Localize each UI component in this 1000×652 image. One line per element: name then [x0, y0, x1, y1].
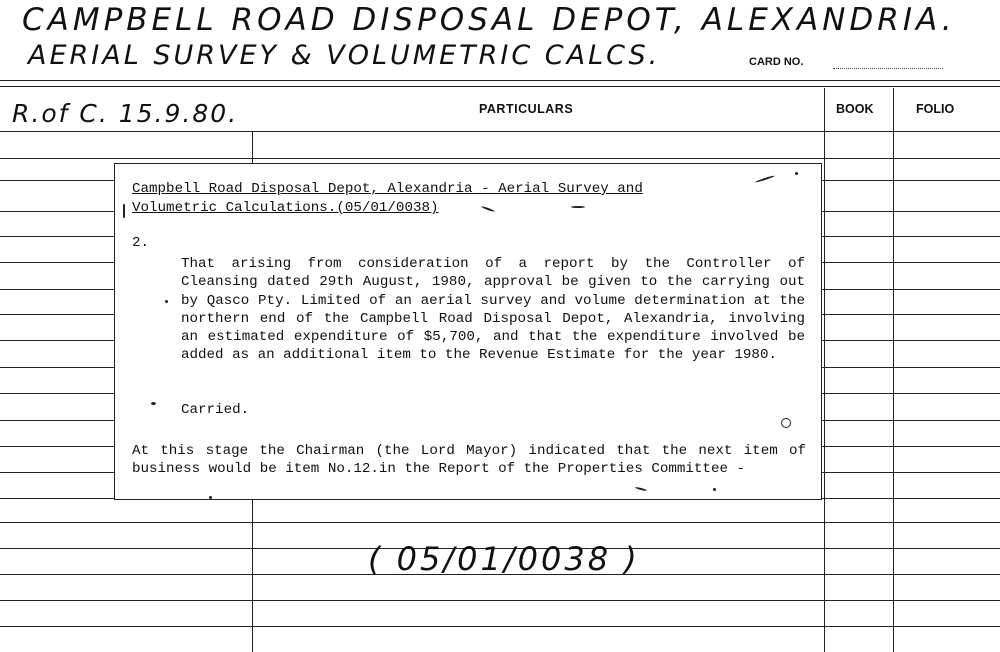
ink-speck — [165, 300, 168, 303]
ink-speck — [713, 488, 716, 491]
handwritten-title-line-1: CAMPBELL ROAD DISPOSAL DEPOT, ALEXANDRIA. — [22, 2, 956, 38]
ruled-line — [0, 600, 1000, 601]
header-rule-top — [0, 80, 1000, 81]
ruled-line — [0, 158, 1000, 159]
card-no-label: CARD NO. — [749, 56, 804, 68]
card-no-dotted-line — [833, 68, 943, 69]
column-header-rule — [0, 131, 1000, 132]
minute-heading-line-1: Campbell Road Disposal Depot, Alexandria - Aerial Survey and — [132, 181, 643, 197]
book-left-divider — [824, 88, 825, 652]
ink-speck — [209, 496, 212, 499]
book-column-header: BOOK — [836, 102, 874, 116]
minute-heading-line-2: Volumetric Calculations.(05/01/0038) — [132, 200, 439, 216]
ink-speck — [481, 206, 495, 213]
ink-speck — [795, 172, 798, 175]
handwritten-title-line-2: AERIAL SURVEY & VOLUMETRIC CALCS. — [28, 40, 661, 71]
folio-left-divider — [893, 88, 894, 652]
ink-speck — [571, 206, 585, 208]
minute-carried-text: Carried. — [181, 402, 250, 418]
folio-column-header: FOLIO — [916, 102, 955, 116]
ink-speck — [635, 486, 647, 491]
minute-item-number: 2. — [132, 235, 150, 251]
ink-speck — [755, 175, 775, 183]
minute-chairman-text: At this stage the Chairman (the Lord Mayor) indicated that the next item of business would be item No.12.in the Report of the Properties Committee - — [132, 443, 806, 477]
particulars-column-header: PARTICULARS — [479, 102, 574, 116]
ink-speck — [123, 204, 125, 218]
ruled-line — [0, 626, 1000, 627]
handwritten-file-reference: ( 05/01/0038 ) — [368, 540, 640, 578]
header-rule-bottom — [0, 86, 1000, 87]
ink-speck — [151, 402, 156, 405]
minute-resolution-text: That arising from consideration of a report by the Controller of Cleansing dated 29th August, 1980, approval be given to the carrying out by Qasco Pty. Limited of an aerial survey and volume determination at the northern end of the Campbell Road Disposal Depot, Alexandria, involving an estimated expenditure of $5,700, and that the expenditure involved be added as an additional item to the Revenue Estimate for the year 1980. — [181, 256, 805, 364]
ink-speck — [781, 418, 791, 428]
handwritten-date-note: R.of C. 15.9.80. — [12, 99, 239, 128]
pasted-minute-slip — [114, 163, 822, 500]
ruled-line — [0, 522, 1000, 523]
